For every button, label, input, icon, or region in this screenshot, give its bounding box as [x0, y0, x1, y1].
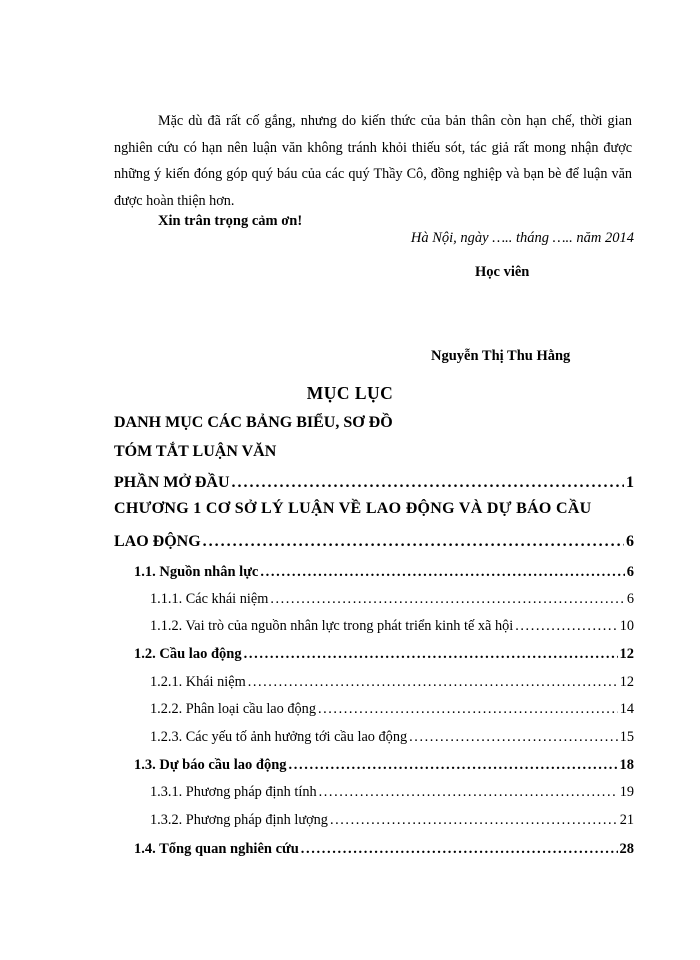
toc-entry-label: 1.1. Nguồn nhân lực	[134, 564, 259, 580]
toc-entry-page: 14	[619, 701, 634, 717]
toc-entry-page: 6	[626, 564, 634, 580]
toc-entry-page: 21	[619, 812, 634, 828]
date-line: Hà Nội, ngày ….. tháng ….. năm 2014	[410, 230, 634, 246]
toc-entry	[150, 812, 634, 829]
toc-entry-label: LAO ĐỘNG	[114, 533, 201, 550]
dot-leader	[409, 729, 618, 746]
toc-entry-chapter1	[114, 533, 634, 551]
dot-leader	[330, 812, 618, 829]
dot-leader	[289, 757, 618, 774]
dot-leader	[203, 533, 624, 551]
toc-entry-label: 1.1.2. Vai trò của nguồn nhân lực trong phát triển kinh tế xã hội	[150, 618, 514, 634]
toc-title: MỤC LỤC	[306, 383, 394, 403]
toc-chapter1-line1: CHƯƠNG 1 CƠ SỞ LÝ LUẬN VỀ LAO ĐỘNG VÀ DỰ BÁO CẦU	[114, 500, 592, 517]
toc-entry	[134, 841, 634, 858]
preface-paragraph: Mặc dù đã rất cố gắng, nhưng do kiến thức của bản thân còn hạn chế, thời gian nghiên cứu có hạn nên luận văn không tránh khỏi thiếu sót, tác giả rất mong nhận được những ý kiến đóng góp quý báu của các quý Thầy Cô, đồng nghiệp và bạn bè để luận văn được hoàn thiện hơn.	[114, 113, 632, 209]
toc-entry	[150, 618, 634, 635]
toc-entry-label: 1.2.1. Khái niệm	[150, 674, 246, 690]
toc-entry-label: 1.2. Cầu lao động	[134, 646, 242, 662]
toc-entry-page: 6	[626, 533, 634, 550]
dot-leader	[515, 618, 617, 635]
dot-leader	[319, 784, 618, 801]
toc-entry	[150, 729, 634, 746]
toc-entry-label: 1.3.2. Phương pháp định lượng	[150, 812, 328, 828]
dot-leader	[244, 646, 618, 663]
dot-leader	[301, 841, 618, 858]
toc-entry	[134, 564, 634, 581]
toc-entry-page: 1	[626, 474, 634, 491]
dot-leader	[248, 674, 618, 691]
toc-entry-label: 1.1.1. Các khái niệm	[150, 591, 269, 607]
toc-entry-label: 1.3.1. Phương pháp định tính	[150, 784, 317, 800]
dot-leader	[270, 591, 625, 608]
toc-entry-label: 1.2.3. Các yếu tố ảnh hưởng tới cầu lao động	[150, 729, 408, 745]
toc-entry-page: 18	[619, 757, 634, 773]
dot-leader	[232, 474, 624, 492]
toc-entry	[150, 784, 634, 801]
toc-entry	[134, 646, 634, 663]
toc-entry-label: PHẦN MỞ ĐẦU	[114, 474, 230, 491]
dot-leader	[260, 564, 624, 581]
toc-entry-intro	[114, 474, 634, 492]
toc-entry	[134, 757, 634, 774]
toc-entry-label: 1.2.2. Phân loại cầu lao động	[150, 701, 316, 717]
toc-entry-page: 28	[619, 841, 634, 857]
dot-leader	[318, 701, 618, 718]
role-label: Học viên	[475, 264, 530, 280]
toc-entry-page: 12	[619, 674, 634, 690]
toc-entry-page: 15	[619, 729, 634, 745]
toc-entry-page: 6	[626, 591, 634, 607]
toc-entry-page: 12	[619, 646, 634, 662]
toc-heading-tables: DANH MỤC CÁC BẢNG BIỂU, SƠ ĐỒ	[114, 414, 393, 431]
toc-entry-page: 19	[619, 784, 634, 800]
toc-entry-label: 1.3. Dự báo cầu lao động	[134, 757, 287, 773]
toc-entry-page: 10	[619, 618, 634, 634]
toc-entry	[150, 591, 634, 608]
author-name: Nguyễn Thị Thu Hằng	[431, 348, 571, 364]
thanks-line: Xin trân trọng cảm ơn!	[158, 213, 303, 229]
toc-heading-summary: TÓM TẮT LUẬN VĂN	[114, 443, 277, 460]
toc-entry	[150, 674, 634, 691]
toc-entry-label: 1.4. Tổng quan nghiên cứu	[134, 841, 299, 857]
toc-entry	[150, 701, 634, 718]
